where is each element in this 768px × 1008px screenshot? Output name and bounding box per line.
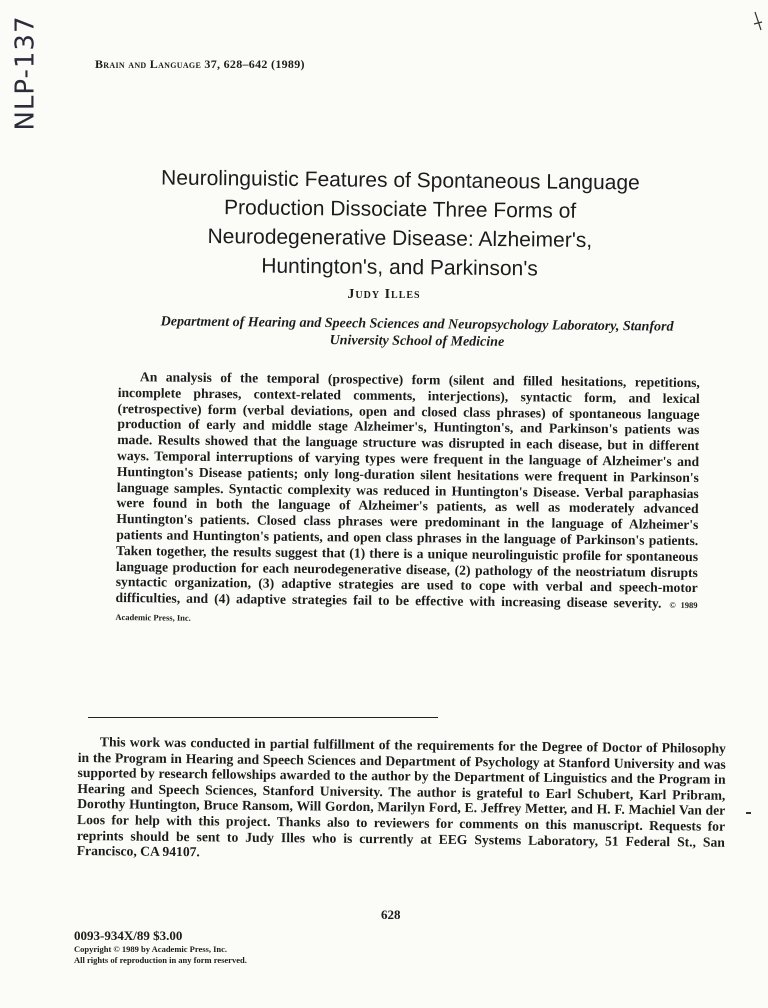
copyright-line: All rights of reproduction in any form reserved. xyxy=(74,955,247,965)
author-affiliation xyxy=(92,313,742,354)
journal-year: (1989) xyxy=(271,57,305,71)
copyright-notice xyxy=(74,944,247,966)
abstract-paragraph xyxy=(115,369,700,632)
journal-name: Brain and Language xyxy=(95,57,202,71)
copyright-line: Copyright © 1989 by Academic Press, Inc. xyxy=(74,944,228,954)
title-line: Neurodegenerative Disease: Alzheimer's, xyxy=(207,225,593,253)
journal-pages: 628–642 xyxy=(223,57,268,71)
abstract-text: An analysis of the temporal (prospective) form (silent and filled hesitations, repetitions, incomplete phrases, context-related comments, interjections), syntactic form, and lexical (retrospective) form (verbal deviations, open and closed class phrases) of spontaneous language production of early and middle stage Alzheimer's, Huntington's, and Parkinson's patients was made. Results showed that the language structure was disrupted in each disease, but in different ways. Temporal interruptions of varying types were frequent in the language of Alzheimer's and Huntington's Disease patients; only long-duration silent hesitations were frequent in Parkinson's language samples. Syntactic complexity was reduced in Huntington's Disease. Verbal paraphasias were found in both the language of Alzheimer's patients, as well as moderately advanced Huntington's patients. Closed class phrases were predominant in the language of Alzheimer's patients and Huntington's patients, and open class phrases in the language of Parkinson's patients. Taken together, the results suggest that (1) there is a unique neurolinguistic profile for spontaneous language production for each neurodegenerative disease, (2) pathology of the neostriatum disrupts syntactic organization, (3) adaptive strategies are used to cope with verbal and speech-motor difficulties, and (4) adaptive strategies fail to be effective with increasing disease severity. xyxy=(115,369,700,611)
affiliation-line: Department of Hearing and Speech Sciences and Neuropsychology Laboratory, Stanford xyxy=(160,314,674,335)
journal-volume: 37, xyxy=(204,57,221,71)
abstract-copyright: © 1989 Academic Press, Inc. xyxy=(115,599,698,623)
author-name: Judy Illes xyxy=(347,287,421,302)
page-number: 628 xyxy=(381,907,401,922)
journal-header xyxy=(95,57,305,72)
handwritten-annotation xyxy=(2,15,42,131)
title-line: Neurolinguistic Features of Spontaneous Language xyxy=(161,166,640,195)
article-title xyxy=(119,163,680,285)
affiliation-line: University School of Medicine xyxy=(329,333,505,350)
title-line: Production Dissociate Three Forms of xyxy=(223,196,577,223)
issn-price: 0093-934X/89 $3.00 xyxy=(74,928,183,943)
acknowledgment-footnote xyxy=(77,734,726,866)
footnote-text: This work was conducted in partial fulfillment of the requirements for the Degree of Doctor of Philosophy in the Program in Hearing and Speech Sciences and Department of Psychology at Stanford University and was supported by research fellowships awarded to the author by the Department of Linguistics and the Program in Hearing and Speech Sciences, Stanford University. The author is grateful to Earl Schubert, Karl Pribram, Dorothy Huntington, Bruce Ransom, Will Gordon, Marilyn Ford, E. Jeffrey Metter, and H. F. Machiel Van der Loos for help with this project. Thanks also to reviewers for comments on this manuscript. Requests for reprints should be sent to Judy Illes who is currently at EEG Systems Laboratory, 51 Federal St., San Francisco, CA 94107. xyxy=(76,734,726,860)
corner-pen-mark-icon xyxy=(752,10,764,36)
abstract xyxy=(115,369,700,632)
title-line: Huntington's, and Parkinson's xyxy=(261,254,538,281)
margin-mark xyxy=(746,812,751,814)
footnote-divider xyxy=(88,717,438,718)
handwritten-note-text: NLP-137 xyxy=(10,15,41,131)
